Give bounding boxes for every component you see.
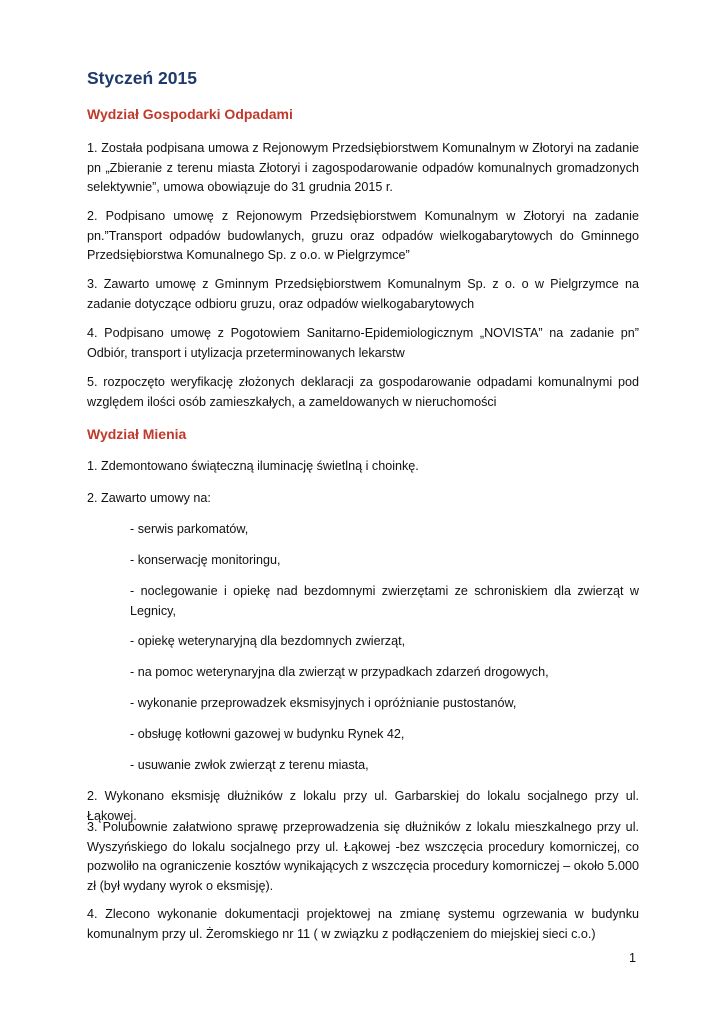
waste-paragraph-2: 2. Podpisano umowę z Rejonowym Przedsiębiorstwem Komunalnym w Złotoryi na zadanie pn.”Transport odpadów budowlanych, gruzu oraz odpadów wielkogabarytowych do Gminnego Przedsiębiorstwa Komunalnego Sp. z o.o. w Pielgrzymce” (87, 209, 639, 262)
waste-paragraph-3: 3. Zawarto umowę z Gminnym Przedsiębiorstwem Komunalnym Sp. z o. o w Pielgrzymce na zadanie dotyczące odbioru gruzu, oraz odpadów wielkogabarytowych (87, 277, 639, 311)
list-item: - konserwację monitoringu, (130, 553, 281, 567)
list-item: - noclegowanie i opiekę nad bezdomnymi zwierzętami ze schroniskiem dla zwierząt w Legnicy, (130, 584, 639, 618)
section-heading-waste: Wydział Gospodarki Odpadami (87, 106, 293, 122)
list-item: - na pomoc weterynaryjna dla zwierząt w przypadkach zdarzeń drogowych, (130, 665, 549, 679)
property-paragraph-3: 2. Wykonano eksmisję dłużników z lokalu przy ul. Garbarskiej do lokalu socjalnego przy ul. Łąkowej. (87, 789, 639, 823)
property-paragraph-5: 4. Zlecono wykonanie dokumentacji projektowej na zmianę systemu ogrzewania w budynku komunalnym przy ul. Żeromskiego nr 11 ( w związku z podłączeniem do miejskiej sieci c.o.) (87, 907, 639, 941)
list-item: - usuwanie zwłok zwierząt z terenu miasta, (130, 758, 369, 772)
property-paragraph-2: 2. Zawarto umowy na: (87, 491, 211, 505)
list-item: - obsługę kotłowni gazowej w budynku Rynek 42, (130, 727, 405, 741)
page-number: 1 (629, 951, 637, 965)
property-paragraph-1: 1. Zdemontowano świąteczną iluminację świetlną i choinkę. (87, 459, 419, 473)
section-heading-property: Wydział Mienia (87, 426, 187, 442)
list-item: - serwis parkomatów, (130, 522, 249, 536)
property-paragraph-4: 3. Polubownie załatwiono sprawę przeprowadzenia się dłużników z lokalu mieszkalnego przy ul. Wyszyńskiego do lokalu socjalnego przy ul. Łąkowej -bez wszczęcia procedury komorniczej, co pozwoliło na ograniczenie kosztów wynikających z wszczęcia procedury komorniczej – około 5.000 zł (był wydany wyrok o eksmisję). (87, 820, 639, 893)
page-title: Styczeń 2015 (87, 68, 197, 88)
list-item: - wykonanie przeprowadzek eksmisyjnych i opróżnianie pustostanów, (130, 696, 517, 710)
waste-paragraph-5: 5. rozpoczęto weryfikację złożonych deklaracji za gospodarowanie odpadami komunalnymi pod względem ilości osób zamieszkałych, a zameldowanych w nieruchomości (87, 375, 639, 409)
waste-paragraph-4: 4. Podpisano umowę z Pogotowiem Sanitarno-Epidemiologicznym „NOVISTA” na zadanie pn” Odbiór, transport i utylizacja przeterminowanych lekarstw (87, 326, 639, 360)
waste-paragraph-1: 1. Została podpisana umowa z Rejonowym Przedsiębiorstwem Komunalnym w Złotoryi na zadanie pn „Zbieranie z terenu miasta Złotoryi i zagospodarowanie odpadów komunalnych gromadzonych selektywnie”, umowa obowiązuje do 31 grudnia 2015 r. (87, 141, 639, 194)
list-item: - opiekę weterynaryjną dla bezdomnych zwierząt, (130, 634, 406, 648)
